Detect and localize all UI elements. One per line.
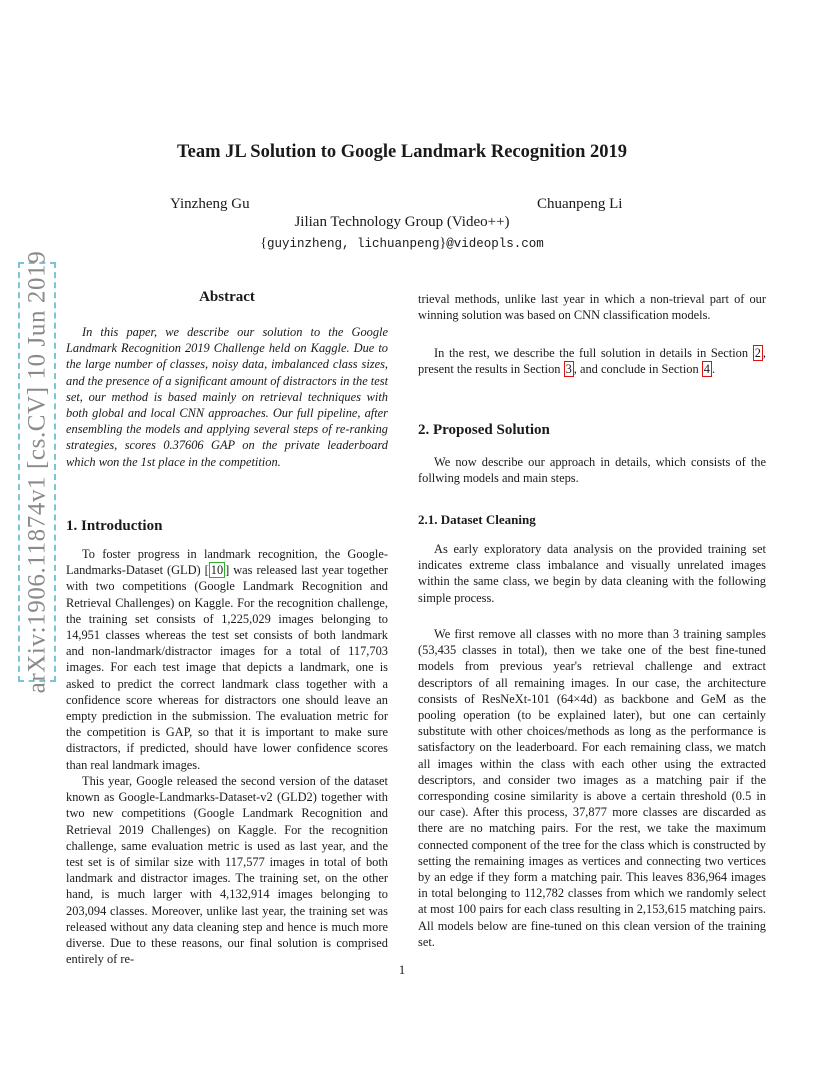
abstract-text: In this paper, we describe our solution to the Google Landmark Recognition 2019 Challenge held on Kaggle. Due to the large number of classes, noisy data, imbalanced class sizes, and the presence of a significant amount of distractors in the test set, our method is based mainly on retrieval techniques with both global and local CNN approaches. Our full pipeline, after ensembling the models and applying several steps of re-ranking strategies, scores 0.37606 GAP on the private leaderboard which won the 1st place in the competition. bbox=[66, 325, 389, 469]
outline-part-d: . bbox=[711, 362, 716, 377]
intro-p1-part-b: ] was released last year together with two competitions (Google Landmark Recognition and Retrieval Challenges) on Kaggle. For the recognition challenge, the training set consists of 1,225,029 images belonging to 14,951 classes whereas the test set consists of both landmark and non-landmark/distractor images for a total of 117,703 images. For each test image that depicts a landmark, one is asked to predict the correct landmark class together with a confidence score whereas for distractors one should leave an empty prediction in the submission. The evaluation metric for the competition is GAP, so that it is important to make sure distractors, if predicted, should have lower confidence scores than real landmark images. bbox=[66, 563, 389, 772]
paper-title: Team JL Solution to Google Landmark Recognition 2019 bbox=[176, 142, 628, 162]
outline-part-c: , and conclude in Section bbox=[573, 362, 702, 377]
email-names: guyinzheng, lichuanpeng bbox=[266, 237, 440, 251]
author-2: Chuanpeng Li bbox=[537, 196, 623, 212]
right-continuation-paragraph: trieval methods, unlike last year in which a non-trieval part of our winning solution was based on CNN classification models. bbox=[418, 292, 766, 323]
intro-p1-part-a: To foster progress in landmark recognition, the Google-Landmarks-Dataset (GLD) [ bbox=[66, 547, 388, 578]
outline-part-a: In the rest, we describe the full solution in details in Section bbox=[434, 346, 753, 360]
section-2-link[interactable]: 2 bbox=[754, 346, 761, 360]
email-domain: @videopls.com bbox=[446, 237, 544, 251]
subsection-2-1-paragraph-2: We first remove all classes with no more than 3 training samples (53,435 classes in total), then we take one of the best fine-tuned models from previous year's retrieval challenge and extract descriptors of all remaining images. In our case, the architecture consists of ResNeXt-101 (64×4d) as backbone and GeM as the pooling operation (to be explained later), but one can certainly substitute with other choices/methods as long as the performance is satisfactory on the leaderboard. For each remaining class, we match all images within the class with each other using the extracted descriptors, and consider two images as a matching pair if the corresponding cosine similarity is above a certain threshold (0.5 in our case). After this process, 37,877 more classes are discarded as there are no matching pairs. For the rest, we take the maximum connected component of the tree for the class which is constructed by setting the remaining images as vertices and connecting two vertices by an edge if they form a matching pair. This leaves 836,964 images in total belonging to 112,782 classes from which we randomly select at most 100 pairs for each class resulting in 2,153,615 matching pairs. All models below are fine-tuned on this clean version of the training set. bbox=[418, 627, 766, 949]
intro-paragraph-2: This year, Google released the second version of the dataset known as Google-Landmarks-Dataset-v2 (GLD2) together with two new competitions (Google Landmark Recognition and Retrieval 2019 Challenges) on Kaggle. For the recognition challenge, same evaluation metric is used as last year, and the test set is of similar size with 117,577 images in total of both landmark and distractor images. The training set, on the other hand, is much larger with 4,132,914 images belonging to 203,094 classes. Moreover, unlike last year, the training set was released without any data cleaning step and hence is much more diverse. Due to these reasons, our final solution is comprised entirely of re- bbox=[66, 774, 388, 967]
intro-heading: 1. Introduction bbox=[66, 518, 163, 534]
outline-paragraph bbox=[418, 345, 766, 377]
author-email[interactable] bbox=[0, 236, 804, 252]
intro-paragraph-1 bbox=[66, 546, 388, 773]
section-2-intro: We now describe our approach in details, which consists of the follwing models and main steps. bbox=[418, 455, 766, 486]
affiliation: Jilian Technology Group (Video++) bbox=[294, 214, 510, 230]
page-number: 1 bbox=[398, 962, 406, 977]
section-4-link[interactable]: 4 bbox=[703, 362, 710, 377]
email-open-brace: { bbox=[260, 236, 267, 251]
subsection-2-1-heading: 2.1. Dataset Cleaning bbox=[418, 512, 536, 527]
subsection-2-1-paragraph-1: As early exploratory data analysis on the provided training set indicates extreme class imbalance and visually unrelated images within the same class, we begin by data cleaning with the following simple process. bbox=[418, 542, 766, 605]
arxiv-stamp bbox=[18, 250, 56, 694]
arxiv-stamp-text: arXiv:1906.11874v1 [cs.CV] 10 Jun 2019 bbox=[23, 250, 50, 694]
citation-link[interactable]: 10 bbox=[210, 563, 224, 578]
outline-part-b: , present the results in Section bbox=[418, 346, 766, 377]
section-2-heading: 2. Proposed Solution bbox=[418, 422, 550, 438]
section-3-link[interactable]: 3 bbox=[565, 362, 572, 377]
author-1: Yinzheng Gu bbox=[170, 196, 250, 212]
abstract-heading: Abstract bbox=[199, 289, 255, 305]
email-close-brace: } bbox=[439, 236, 447, 251]
